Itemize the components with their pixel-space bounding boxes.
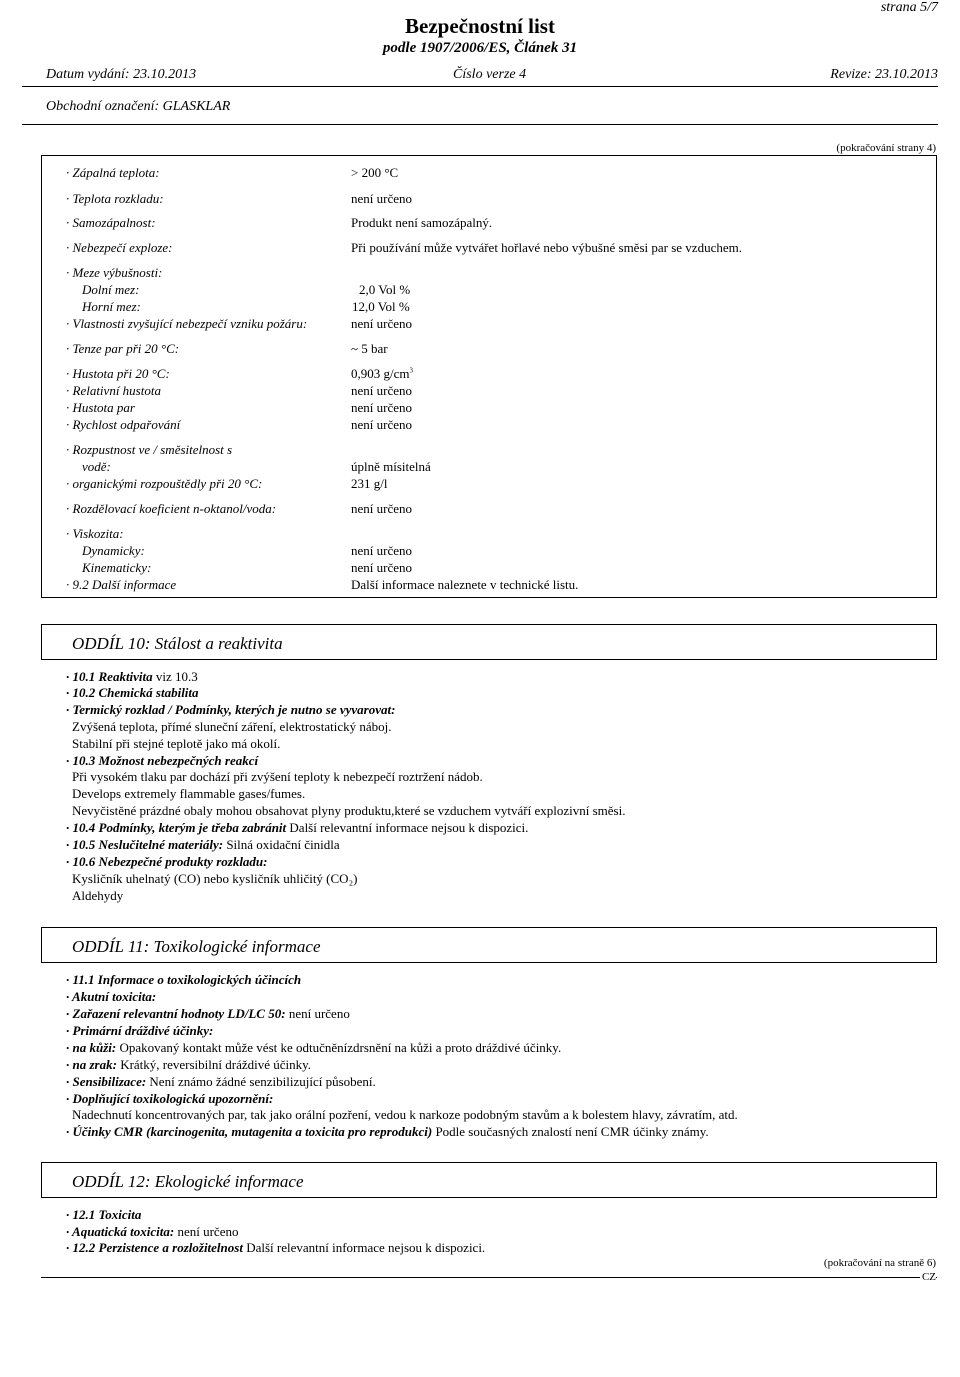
section-10-header (41, 624, 937, 660)
language-code: CZ (921, 1271, 936, 1283)
prop-self-ignition: · Samozápalnost: Produkt není samozápalný. (66, 215, 493, 230)
prop-decomposition: · Teplota rozkladu: není určeno (66, 191, 413, 206)
header-rule-bottom (22, 124, 938, 125)
prop-partition-coefficient: · Rozdělovací koeficient n-oktanol/voda: není určeno (66, 501, 413, 516)
footer-rule (41, 1277, 937, 1278)
prop-explosion-limits: · Meze výbušnosti: (66, 265, 163, 280)
version-number: Číslo verze 4 (453, 67, 527, 82)
section-11-title: ODDÍL 11: Toxikologické informace (72, 937, 321, 956)
toxicity: · 12.1 Toxicita (66, 1207, 142, 1222)
prop-viscosity: · Viskozita: (66, 526, 124, 541)
prop-dynamic: Dynamicky: není určeno (82, 543, 413, 558)
prop-explosion-danger: · Nebezpečí exploze: Při používání může vytvářet hořlavé nebo výbušné směsi par se vzduchem. (66, 240, 742, 255)
conditions-to-avoid: · 10.4 Podmínky, kterým je třeba zabránit Další relevantní informace nejsou k dispozici. (66, 820, 529, 835)
prop-solubility: · Rozpustnost ve / směsitelnost s (66, 442, 233, 457)
toxicology-info: · 11.1 Informace o toxikologických účincích (66, 972, 302, 987)
sensitization: · Sensibilizace: Není známo žádné senzibilizující působení. (66, 1074, 376, 1089)
skin-effects: · na kůži: Opakovaný kontakt může vést ke odtučněnízdrsnění na kůži a proto dráždivé účinky. (66, 1040, 562, 1055)
decomposition-products: · 10.6 Nebezpečné produkty rozkladu: (66, 854, 268, 869)
prop-vapour-pressure: · Tenze par při 20 °C: ~ 5 bar (66, 341, 388, 356)
aquatic-toxicity: · Aquatická toxicita: není určeno (66, 1224, 239, 1239)
prop-evaporation-rate: · Rychlost odpařování není určeno (66, 417, 413, 432)
prop-water: vodě: úplně mísitelná (82, 459, 431, 474)
section-12-header (41, 1162, 937, 1198)
primary-irritation: · Primární dráždivé účinky: (66, 1023, 214, 1038)
conditions-text: Zvýšená teplota, přímé sluneční záření, elektrostatický náboj. (72, 719, 392, 734)
reactions-text-3: Nevyčistěné prázdné obaly mohou obsahovat plyny produktu,které se vzduchem vytváří explozivní směsi. (72, 803, 626, 818)
cmr-effects: · Účinky CMR (karcinogenita, mutagenita a toxicita pro reprodukci) Podle současných znalostí není CMR účinky známy. (66, 1124, 709, 1139)
thermal-decomposition: · Termický rozklad / Podmínky, kterých je nutno se vyvarovat: (66, 702, 396, 717)
eye-effects: · na zrak: Krátký, reversibilní dráždivé účinky. (66, 1057, 312, 1072)
prop-other-info: · 9.2 Další informace Další informace naleznete v technické listu. (66, 577, 579, 592)
hazardous-reactions: · 10.3 Možnost nebezpečných reakcí (66, 753, 259, 768)
continued-on: (pokračování na straně 6) (823, 1257, 936, 1269)
prop-organic-solvents: · organickými rozpouštědly při 20 °C: 231 g/l (66, 476, 388, 491)
section-11-header (41, 927, 937, 963)
document-title: Bezpečnostní list (405, 14, 555, 38)
prop-kinematic: Kinematicky: není určeno (82, 560, 413, 575)
chemical-stability: · 10.2 Chemická stabilita (66, 685, 199, 700)
page-number: strana 5/7 (880, 0, 938, 15)
ld-lc50: · Zařazení relevantní hodnoty LD/LC 50: není určeno (66, 1006, 350, 1021)
reactivity-line: · 10.1 Reaktivita viz 10.3 (66, 669, 198, 684)
prop-density: · Hustota při 20 °C: 0,903 $g/cm^3$ (66, 366, 413, 381)
persistence: · 12.2 Perzistence a rozložitelnost Další relevantní informace nejsou k dispozici. (66, 1240, 486, 1255)
additional-toxicology-text: Nadechnutí koncentrovaných par, tak jako orální pozření, vedou k narkoze podobným stavům a k bolestem hlavy, závratím, atd. (72, 1107, 738, 1122)
decomposition-text-2: Aldehydy (72, 888, 124, 903)
section-10-title: ODDÍL 10: Stálost a reaktivita (72, 634, 283, 653)
additional-toxicology: · Doplňující toxikologická upozornění: (66, 1091, 274, 1106)
document-subtitle: podle 1907/2006/ES, Článek 31 (382, 40, 578, 56)
prop-relative-density: · Relativní hustota není určeno (66, 383, 413, 398)
prop-vapour-density: · Hustota par není určeno (66, 400, 413, 415)
incompatible-materials: · 10.5 Neslučitelné materiály: Silná oxidační činidla (66, 837, 340, 852)
prop-upper-limit: Horní mez: 12,0 Vol % (82, 299, 410, 314)
prop-fire-properties: · Vlastnosti zvyšující nebezpečí vzniku požáru: není určeno (66, 316, 413, 331)
prop-flash-point: · Zápalná teplota: > 200 °C (66, 165, 399, 180)
section-12-title: ODDÍL 12: Ekologické informace (72, 1172, 304, 1191)
reactions-text-1: Při vysokém tlaku par dochází při zvýšení teploty k nebezpečí roztržení nádob. (72, 769, 483, 784)
trade-name: Obchodní označení: GLASKLAR (46, 99, 231, 114)
acute-toxicity: · Akutní toxicita: (66, 989, 157, 1004)
stable-text: Stabilní při stejné teplotě jako má okolí. (72, 736, 281, 751)
header-rule (22, 86, 938, 87)
revision-date: Revize: 23.10.2013 (830, 67, 938, 82)
decomposition-text-1: Kysličník uhelnatý (CO) nebo kysličník uhličitý (CO₂) (72, 871, 358, 886)
properties-box (41, 155, 937, 598)
prop-lower-limit: Dolní mez: 2,0 Vol % (82, 282, 411, 297)
continued-from: (pokračování strany 4) (836, 142, 936, 154)
reactions-text-2: Develops extremely flammable gases/fumes. (72, 786, 306, 801)
issue-date: Datum vydání: 23.10.2013 (46, 67, 197, 82)
